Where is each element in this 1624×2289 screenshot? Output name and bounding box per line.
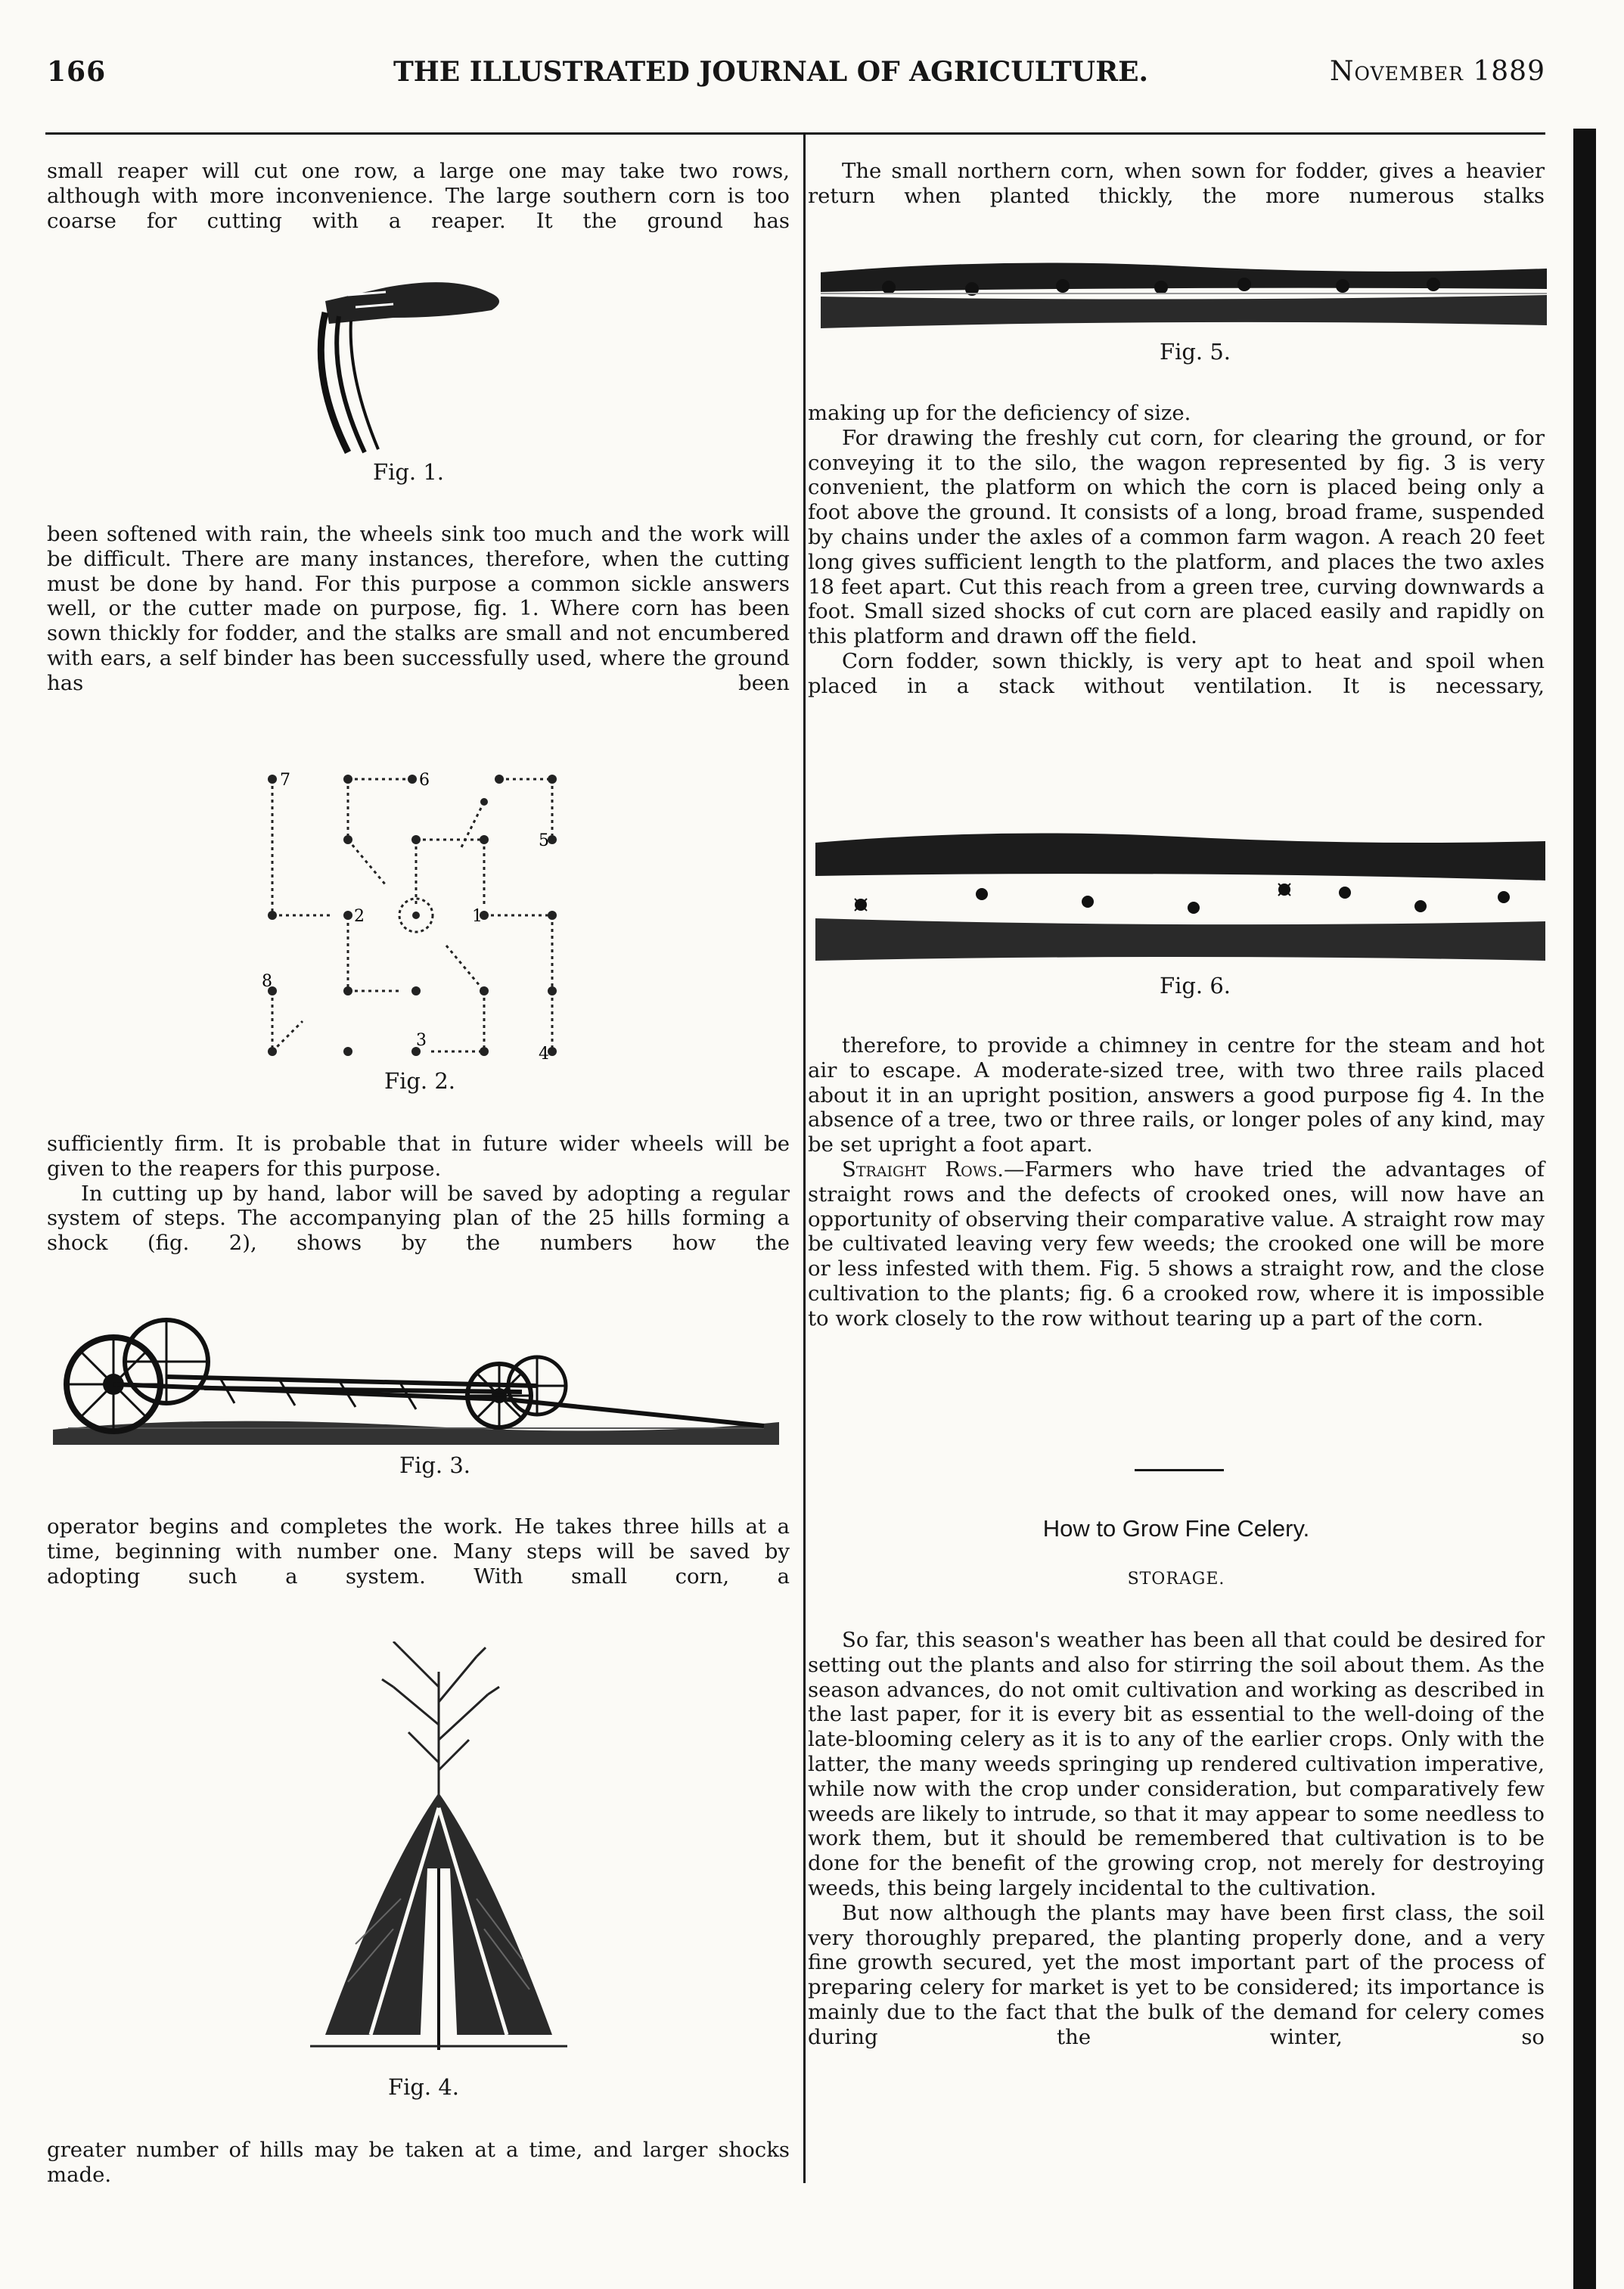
left-text-block-3: sufficiently firm. It is probable that in future wider wheels will be given to the reapers for this purpose. In cutting up by hand, labor will be saved by adopting a regular system of steps. The accompanying plan of the 25 hills forming a shock (fig. 2), shows by the numbers how the — [47, 1132, 790, 1256]
left-text-block-4: operator begins and completes the work. He takes three hills at a time, beginning with number one. Many steps will be saved by adopting such a system. With small corn, a — [47, 1514, 790, 1589]
article-title: How to Grow Fine Celery. — [1042, 1515, 1310, 1542]
header-rule — [45, 132, 1545, 135]
article-subtitle: STORAGE. — [1127, 1570, 1225, 1589]
fig2-label-3: 3 — [416, 1031, 427, 1050]
fig4-caption: Fig. 4. — [387, 2074, 460, 2100]
page-number: 166 — [47, 56, 107, 88]
fig2-label-8: 8 — [262, 972, 272, 991]
fig5-caption: Fig. 5. — [1159, 339, 1231, 365]
fig3-wagon-illustration — [53, 1301, 779, 1445]
fig2-hill-plan-diagram — [257, 764, 582, 1067]
page-edge-shadow — [1573, 129, 1596, 2289]
article-separator-rule — [1135, 1469, 1224, 1471]
fig4-corn-shock-illustration — [287, 1641, 590, 2080]
fig6-crooked-row-illustration — [815, 828, 1545, 971]
fig5-straight-row-illustration — [821, 250, 1547, 329]
fig2-label-7: 7 — [280, 771, 290, 790]
right-text-block-2: making up for the deficiency of size. For drawing the freshly cut corn, for clearing the ground, or for conveying it to the silo, the wagon represented by fig. 3 is very convenient, the platform on which the corn is placed being only a foot above the ground. It consists of a long, broad frame, suspended by chains under the axles of a common farm wagon. A reach 20 feet long gives sufficient length to the platform, and places the two axles 18 feet apart. Cut this reach from a green tree, curving downwards a foot. Small sized shocks of cut corn are placed easily and rapidly on this platform and drawn off the field. Corn fodder, sown thickly, is very apt to heat and spoil when placed in a stack without ventilation. It is necessary, — [808, 401, 1545, 698]
fig2-label-5: 5 — [539, 831, 549, 850]
left-text-block-1: small reaper will cut one row, a large one may take two rows, although with more inconvenience. The large southern corn is too coarse for cutting with a reaper. It the ground has — [47, 159, 790, 233]
fig3-caption: Fig. 3. — [399, 1452, 471, 1478]
left-text-block-2: been softened with rain, the wheels sink too much and the work will be difficult. There are many instances, therefore, when the cutting must be done by hand. For this purpose a common sickle answers well, or the cutter made on purpose, fig. 1. Where corn has been sown thickly for fodder, and the stalks are small and not encumbered with ears, a self binder has been successfully used, where the ground has been — [47, 522, 790, 695]
journal-title: THE ILLUSTRATED JOURNAL OF AGRICULTURE. — [393, 56, 1149, 88]
straight-rows-heading: Straight Rows. — [842, 1157, 1004, 1182]
article-body: So far, this season's weather has been all that could be desired for setting out the plants and also for stirring the soil about them. As the season advances, do not omit cultivation and working as described in the last paper, for it is every bit as essential to the well-doing of the late-blooming celery as it is to any of the earlier crops. Only with the latter, the many weeds springing up rendered cultivation imperative, while now with the crop under consideration, but comparatively few weeds are likely to intrude, so that it may appear to some needless to work them, but it should be remembered that cultivation is to be done for the benefit of the growing crop, not merely for destroying weeds, this being largely incidental to the cultivation. But now although the plants may have been first class, the soil very thoroughly prepared, the planting properly done, and a very fine growth secured, yet the most important part of the process of preparing celery for market is yet to be considered; its importance is mainly due to the fact that the bulk of the demand for celery comes during the winter, so — [808, 1628, 1545, 2049]
issue-date: November 1889 — [1330, 56, 1545, 87]
column-divider — [803, 135, 806, 2183]
fig2-label-6: 6 — [419, 771, 430, 790]
fig2-label-2: 2 — [354, 907, 365, 926]
left-text-block-5: greater number of hills may be taken at a time, and larger shocks made. — [47, 2138, 790, 2187]
fig1-caption: Fig. 1. — [372, 459, 445, 485]
fig1-sickle-illustration — [303, 271, 514, 460]
fig2-label-4: 4 — [539, 1045, 549, 1064]
right-text-block-3: therefore, to provide a chimney in centre for the steam and hot air to escape. A moderate-sized tree, with two three rails placed about it in an upright position, answers a good purpose fig 4. In the absence of a tree, two or three rails, or longer poles of any kind, may be set upright a foot apart. Straight Rows.—Farmers who have tried the advantages of straight rows and the defects of crooked ones, will now have an opportunity of observing their comparative value. A straight row may be cultivated leaving very few weeds; the crooked one will be more or less infested with them. Fig. 5 shows a straight row, and the close cultivation to the plants; fig. 6 a crooked row, where it is impossible to work closely to the row without tearing up a part of the corn. — [808, 1033, 1545, 1331]
fig2-caption: Fig. 2. — [383, 1068, 456, 1094]
right-text-block-1: The small northern corn, when sown for fodder, gives a heavier return when planted thickly, the more numerous stalks — [808, 159, 1545, 208]
fig6-caption: Fig. 6. — [1159, 973, 1231, 999]
fig2-label-1: 1 — [472, 907, 483, 926]
